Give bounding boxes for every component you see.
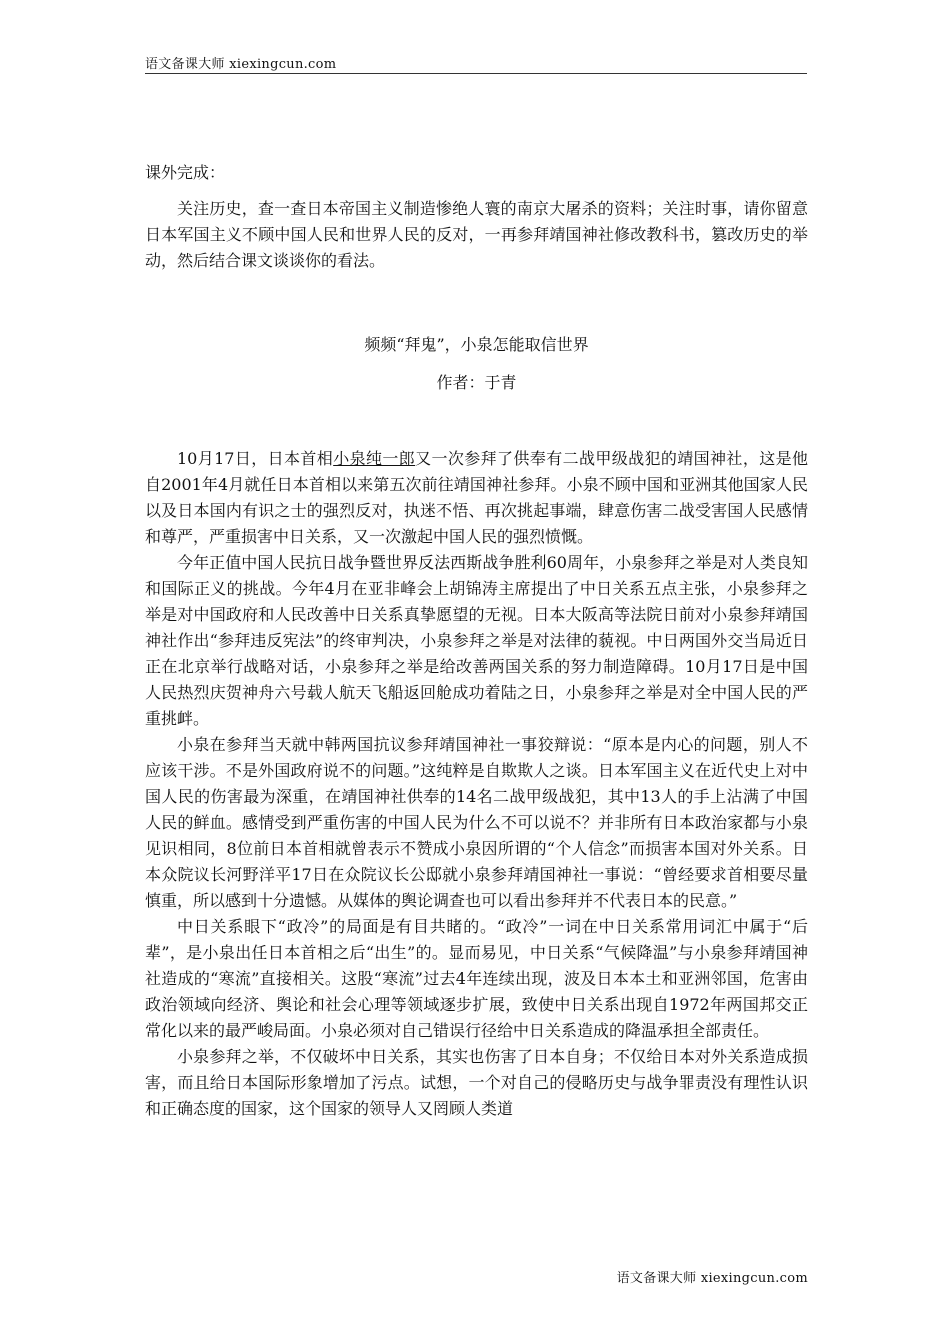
paragraph-text: 又一次参拜了供奉有二战甲级战犯的靖国神社，这是他自2001年4月就任日本首相以来第五次前往靖国神社参拜。小泉不顾中国和亚洲其他国家人民以及日本国内有识之士的强烈反对，执迷不悟、再次挑起事端，肆意伤害二战受害国人民感情和尊严，严重损害中日关系，又一次激起中国人民的强烈愤慨。	[145, 449, 808, 546]
article-title: 频频“拜鬼”，小泉怎能取信世界	[364, 335, 589, 354]
paragraph-text: 10月17日，日本首相	[177, 449, 334, 468]
article-paragraph-3: 小泉在参拜当天就中韩两国抗议参拜靖国神社一事狡辩说：“原本是内心的问题，别人不应该干涉。不是外国政府说不的问题。”这纯粹是自欺欺人之谈。日本军国主义在近代史上对中国人民的伤害最为深重，在靖国神社供奉的14名二战甲级战犯，其中13人的手上沾满了中国人民的鲜血。感情受到严重伤害的中国人民为什么不可以说不？并非所有日本政治家都与小泉见识相同，8位前日本首相就曾表示不赞成小泉因所谓的“个人信念”而损害本国对外关系。日本众院议长河野洋平17日在众院议长公邸就小泉参拜靖国神社一事说：“曾经要求首相要尽量慎重，所以感到十分遗憾。从媒体的舆论调查也可以看出参拜并不代表日本的民意。”	[145, 735, 808, 910]
page-header: 语文备课大师 xiexingcun.com	[145, 57, 337, 72]
article-author: 作者：于青	[436, 373, 517, 392]
article-paragraph-4: 中日关系眼下“政冷”的局面是有目共睹的。“政冷”一词在中日关系常用词汇中属于“后辈”，是小泉出任日本首相之后“出生”的。显而易见，中日关系“气候降温”与小泉参拜靖国神社造成的“寒流”直接相关。这股“寒流”过去4年连续出现，波及日本本土和亚洲邻国，危害由政治领域向经济、舆论和社会心理等领域逐步扩展，致使中日关系出现自1972年两国邦交正常化以来的最严峻局面。小泉必须对自己错误行径给中日关系造成的降温承担全部责任。	[145, 917, 808, 1040]
task-label: 课外完成：	[145, 163, 226, 182]
article-paragraph-1	[145, 446, 808, 550]
task-text: 关注历史，查一查日本帝国主义制造惨绝人寰的南京大屠杀的资料；关注时事，请你留意日本军国主义不顾中国人民和世界人民的反对，一再参拜靖国神社修改教科书，篡改历史的举动，然后结合课文谈谈你的看法。	[145, 199, 808, 270]
header-divider	[145, 73, 807, 74]
article-paragraph-2: 今年正值中国人民抗日战争暨世界反法西斯战争胜利60周年，小泉参拜之举是对人类良知和国际正义的挑战。今年4月在亚非峰会上胡锦涛主席提出了中日关系五点主张，小泉参拜之举是对中国政府和人民改善中日关系真挚愿望的无视。日本大阪高等法院日前对小泉参拜靖国神社作出“参拜违反宪法”的终审判决，小泉参拜之举是对法律的藐视。中日两国外交当局近日正在北京举行战略对话，小泉参拜之举是给改善两国关系的努力制造障碍。10月17日是中国人民热烈庆贺神舟六号载人航天飞船返回舱成功着陆之日，小泉参拜之举是对全中国人民的严重挑衅。	[145, 553, 808, 728]
person-link[interactable]: 小泉纯一郎	[333, 449, 416, 468]
document-body	[145, 160, 808, 1122]
article-body	[145, 446, 808, 1122]
article-paragraph-5: 小泉参拜之举，不仅破坏中日关系，其实也伤害了日本自身；不仅给日本对外关系造成损害，而且给日本国际形象增加了污点。试想，一个对自己的侵略历史与战争罪责没有理性认识和正确态度的国家，这个国家的领导人又罔顾人类道	[145, 1047, 808, 1118]
page-footer: 语文备课大师 xiexingcun.com	[616, 1271, 808, 1286]
